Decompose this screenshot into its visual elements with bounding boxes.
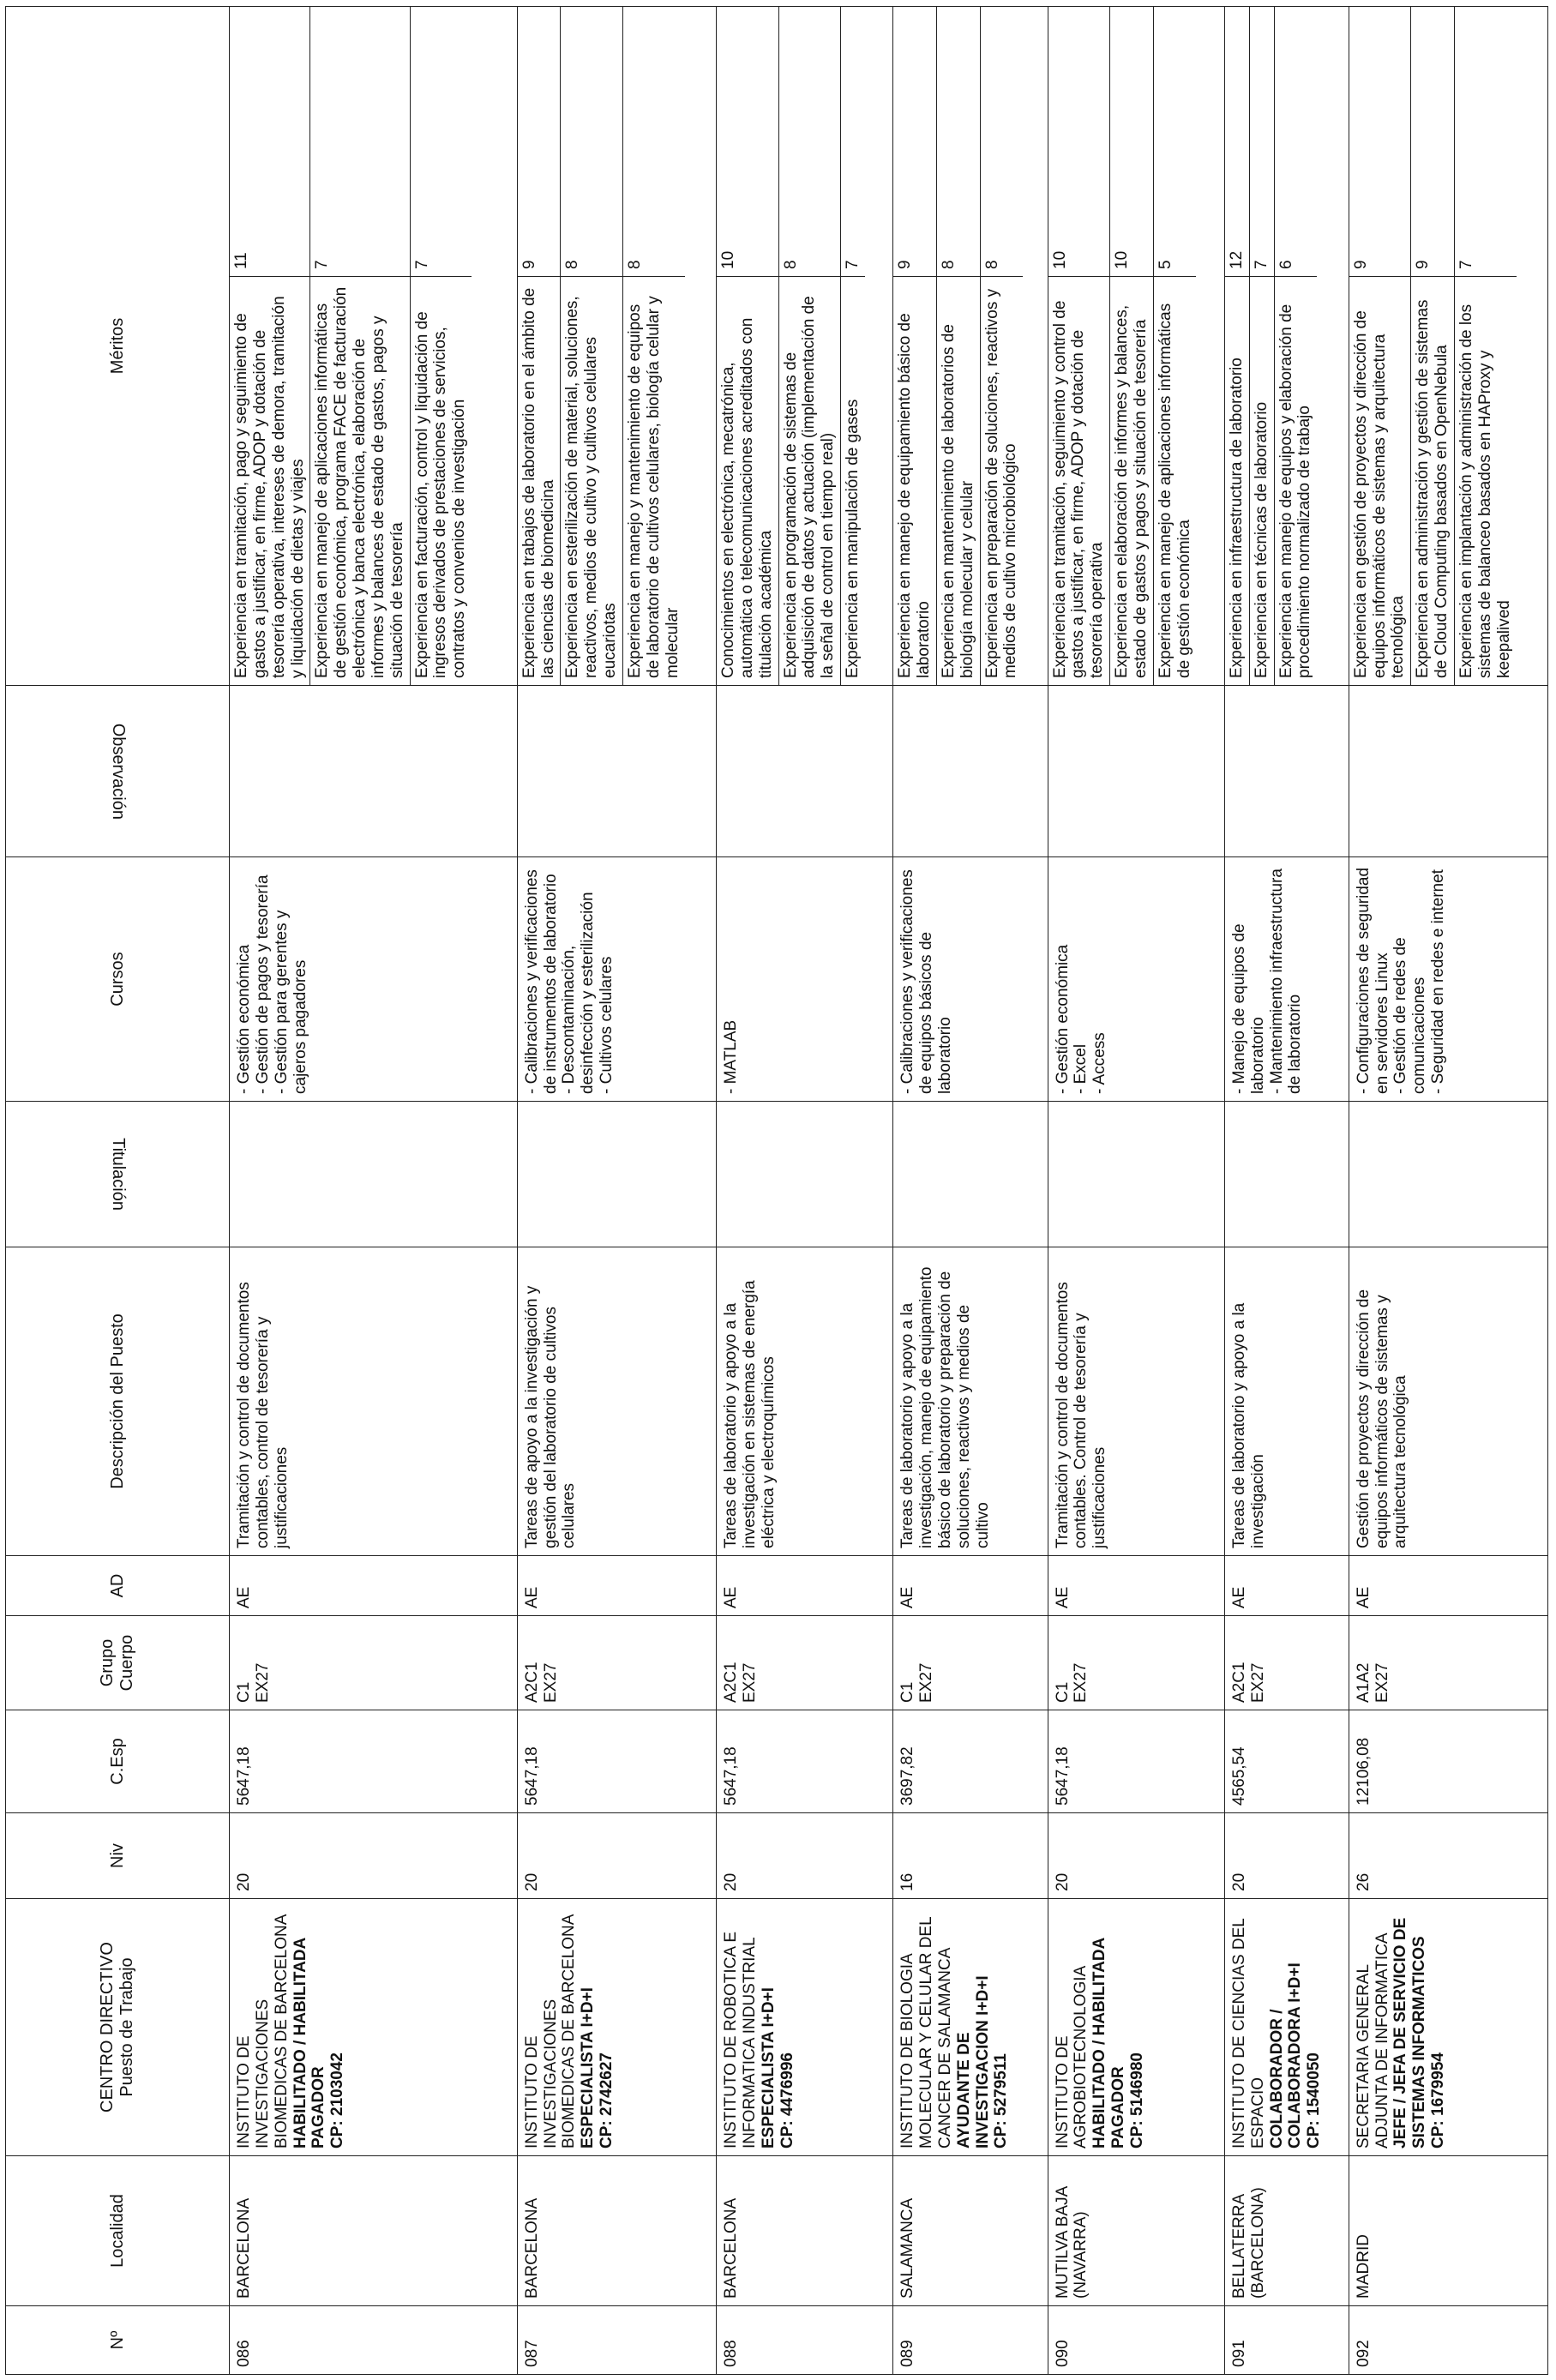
cell-centro: [1349, 1899, 1547, 2156]
header-niv: Niv: [6, 1813, 230, 1899]
grupo-value: A2C1: [1229, 1662, 1248, 1703]
cell-observacion: [1224, 686, 1349, 857]
merito-text: Experiencia en manejo de equipos y elaboración de procedimiento normalizado de trabajo: [1275, 276, 1318, 685]
merito-text: Experiencia en mantenimiento de laboratorios de biología molecular y celular: [937, 276, 980, 685]
localidad-text: BARCELONA: [522, 2197, 541, 2299]
cell-meritos: [1048, 7, 1224, 686]
grupo-value: A1A2: [1354, 1662, 1373, 1703]
cell-num: [716, 2306, 892, 2375]
merito-item: [893, 7, 936, 685]
cell-descripcion: [1224, 1247, 1349, 1556]
curso-item: - Descontaminación, desinfección y esterilización: [560, 892, 598, 1094]
merito-item: [1109, 7, 1153, 685]
header-meritos: Méritos: [6, 7, 230, 686]
cell-meritos: [517, 7, 716, 686]
merito-score: 10: [1050, 250, 1069, 269]
cell-titulacion: [517, 1102, 716, 1247]
header-centro: CENTRO DIRECTIVO Puesto de Trabajo: [6, 1899, 230, 2156]
merito-text: Experiencia en esterilización de material, soluciones, reactivos, medios de cultivo y cultivos celulares eucariotas: [561, 276, 622, 685]
merito-score: 8: [982, 260, 1001, 269]
nivel-value: 20: [721, 1872, 740, 1891]
merito-score: 7: [412, 260, 431, 269]
cell-titulacion: [716, 1102, 892, 1247]
table-row: [517, 7, 716, 2375]
merito-item: [840, 7, 865, 685]
cell-localidad: [517, 2156, 716, 2306]
descripcion-text: Gestión de proyectos y dirección de equipos informáticos de sistemas y arquitectura tecnológica: [1354, 1289, 1410, 1548]
merito-score: 10: [718, 250, 737, 269]
merito-text: Experiencia en manipulación de gases: [841, 276, 865, 685]
row-number: 086: [235, 2340, 253, 2367]
descripcion-text: Tareas de laboratorio y apoyo a la investigación en sistemas de energía eléctrica y electroquímicos: [721, 1280, 778, 1548]
cell-cesp: [1048, 1710, 1224, 1813]
curso-item: - Access: [1090, 1032, 1109, 1094]
cell-grupo: [230, 1616, 518, 1710]
table-row: [230, 7, 518, 2375]
grupo-value: A2C1: [522, 1662, 541, 1703]
cell-localidad: [230, 2156, 518, 2306]
cell-localidad: [893, 2156, 1048, 2306]
merito-score: 8: [781, 260, 800, 269]
cuerpo-value: EX27: [1373, 1662, 1391, 1703]
nivel-value: 20: [235, 1872, 253, 1891]
cell-ad: [893, 1556, 1048, 1616]
cell-ad: [1224, 1556, 1349, 1616]
cell-ad: [1349, 1556, 1547, 1616]
cell-niv: [716, 1813, 892, 1899]
cell-cursos: [1048, 857, 1224, 1102]
cell-descripcion: [893, 1247, 1048, 1556]
cell-observacion: [230, 686, 518, 857]
merito-text: Experiencia en facturación, control y liquidación de ingresos derivados de prestaciones de servicios, contratos y convenios de investigación: [411, 276, 472, 685]
cell-grupo: [716, 1616, 892, 1710]
complemento-value: 5647,18: [721, 1746, 740, 1806]
cell-centro: [716, 1899, 892, 2156]
cell-titulacion: [893, 1102, 1048, 1247]
merito-item: [1225, 7, 1249, 685]
cell-niv: [893, 1813, 1048, 1899]
cell-cesp: [517, 1710, 716, 1813]
cell-num: [230, 2306, 518, 2375]
cuerpo-value: EX27: [253, 1662, 272, 1703]
grupo-value: A2C1: [721, 1662, 740, 1703]
merito-text: Experiencia en infraestructura de laboratorio: [1225, 276, 1249, 685]
row-number: 087: [522, 2340, 541, 2367]
row-number: 092: [1354, 2340, 1373, 2367]
cell-titulacion: [1048, 1102, 1224, 1247]
complemento-value: 5647,18: [522, 1746, 541, 1806]
cell-cesp: [893, 1710, 1048, 1813]
puesto-text: COLABORADOR / COLABORADORA I+D+I: [1267, 1962, 1305, 2149]
merito-item: [1153, 7, 1197, 685]
table-row: [893, 7, 1048, 2375]
header-observacion: Observación: [6, 686, 230, 857]
cell-cursos: [1224, 857, 1349, 1102]
cell-localidad: [1349, 2156, 1547, 2306]
grupo-value: C1: [235, 1681, 253, 1703]
cell-grupo: [1349, 1616, 1547, 1710]
cell-meritos: [1349, 7, 1547, 686]
merito-item: [622, 7, 685, 685]
table-row: [1048, 7, 1224, 2375]
cell-grupo: [1048, 1616, 1224, 1710]
cell-num: [1224, 2306, 1349, 2375]
merito-text: Experiencia en manejo y mantenimiento de equipos de laboratorio de cultivos celulares, biología celular y molecular: [623, 276, 685, 685]
cell-cesp: [1349, 1710, 1547, 1813]
header-cursos: Cursos: [6, 857, 230, 1102]
header-cesp: C.Esp: [6, 1710, 230, 1813]
cuerpo-value: EX27: [1072, 1662, 1090, 1703]
cell-cursos: [716, 857, 892, 1102]
cell-descripcion: [1349, 1247, 1547, 1556]
nivel-value: 20: [1229, 1872, 1248, 1891]
grupo-value: C1: [898, 1681, 917, 1703]
merito-item: [410, 7, 472, 685]
merito-item: [1410, 7, 1454, 685]
merito-score: 7: [313, 260, 332, 269]
merito-text: Experiencia en tramitación, seguimiento y control de gastos a justificar, en firme, ADOP y dotación de tesorería operativa: [1048, 276, 1110, 685]
curso-item: - Seguridad en redes e internet: [1429, 869, 1448, 1094]
cuerpo-value: EX27: [917, 1662, 936, 1703]
centro-directivo-text: INSTITUTO DE INVESTIGACIONES BIOMEDICAS DE BARCELONA: [522, 1914, 579, 2149]
complemento-value: 4565,54: [1229, 1746, 1248, 1806]
merito-score: 8: [563, 260, 582, 269]
cell-localidad: [1224, 2156, 1349, 2306]
merito-text: Experiencia en manejo de aplicaciones informáticas de gestión económica, programa FACE de facturación electrónica y banca electrónica, elaboración de informes y balances de estado de gastos, pagos y situación de tesorería: [310, 276, 409, 685]
header-titulacion: Titulación: [6, 1102, 230, 1247]
header-localidad: Localidad: [6, 2156, 230, 2306]
merito-score: 8: [939, 260, 958, 269]
cell-centro: [517, 1899, 716, 2156]
puesto-text: HABILITADO / HABILITADA PAGADOR: [1090, 1938, 1128, 2149]
header-num: Nº: [6, 2306, 230, 2375]
cp-code: CP: 1679954: [1429, 2052, 1448, 2149]
nivel-value: 16: [898, 1872, 917, 1891]
localidad-text: SALAMANCA: [898, 2197, 917, 2299]
cell-descripcion: [716, 1247, 892, 1556]
cell-niv: [517, 1813, 716, 1899]
ad-value: AE: [898, 1586, 917, 1608]
merito-item: [1454, 7, 1517, 685]
cell-meritos: [893, 7, 1048, 686]
cell-cursos: [230, 857, 518, 1102]
cell-num: [517, 2306, 716, 2375]
ad-value: AE: [1053, 1586, 1072, 1608]
cell-ad: [517, 1556, 716, 1616]
localidad-text: MUTILVA BAJA (NAVARRA): [1053, 2186, 1090, 2299]
nivel-value: 20: [522, 1872, 541, 1891]
cell-centro: [1224, 1899, 1349, 2156]
merito-item: [778, 7, 841, 685]
cell-cesp: [716, 1710, 892, 1813]
merito-item: [518, 7, 561, 685]
ad-value: AE: [522, 1586, 541, 1608]
curso-item: - Cultivos celulares: [598, 956, 616, 1094]
cuerpo-value: EX27: [541, 1662, 560, 1703]
cp-code: CP: 4476996: [778, 2052, 796, 2149]
cell-descripcion: [1048, 1247, 1224, 1556]
merito-text: Experiencia en elaboración de informes y balances, estado de gastos y pagos y situación de tesorería: [1110, 276, 1153, 685]
descripcion-text: Tramitación y control de documentos contables, control de tesorería y justificaciones: [235, 1282, 291, 1548]
header-row: [6, 7, 230, 2375]
puesto-text: HABILITADO / HABILITADA PAGADOR: [291, 1938, 328, 2149]
cell-niv: [230, 1813, 518, 1899]
merito-item: [1249, 7, 1274, 685]
curso-item: - Gestión de redes de comunicaciones: [1391, 937, 1429, 1094]
cell-centro: [1048, 1899, 1224, 2156]
positions-table: [5, 6, 1548, 2375]
localidad-text: BELLATERRA (BARCELONA): [1229, 2187, 1267, 2299]
merito-item: [980, 7, 1024, 685]
curso-item: - Configuraciones de seguridad en servidores Linux: [1354, 867, 1391, 1094]
cp-code: CP: 5279511: [992, 2053, 1011, 2149]
merito-score: 7: [844, 260, 862, 269]
descripcion-text: Tareas de apoyo a la investigación y gestión del laboratorio de cultivos celulares: [522, 1285, 579, 1548]
cell-observacion: [517, 686, 716, 857]
cuerpo-value: EX27: [740, 1662, 759, 1703]
centro-directivo-text: INSTITUTO DE INVESTIGACIONES BIOMEDICAS DE BARCELONA: [235, 1914, 291, 2149]
descripcion-text: Tramitación y control de documentos contables. Control de tesorería y justificaciones: [1053, 1282, 1109, 1548]
merito-score: 9: [1351, 260, 1370, 269]
merito-score: 9: [896, 260, 915, 269]
header-descripcion: Descripción del Puesto: [6, 1247, 230, 1556]
row-number: 089: [898, 2340, 917, 2367]
merito-score: 8: [626, 260, 645, 269]
cell-centro: [230, 1899, 518, 2156]
cell-cursos: [517, 857, 716, 1102]
cell-meritos: [716, 7, 892, 686]
cell-cursos: [1349, 857, 1547, 1102]
merito-text: Experiencia en técnicas de laboratorio: [1250, 276, 1274, 685]
complemento-value: 3697,82: [898, 1746, 917, 1806]
merito-text: Experiencia en trabajos de laboratorio en el ámbito de las ciencias de biomedicina: [518, 276, 561, 685]
complemento-value: 12106,08: [1354, 1737, 1373, 1806]
merito-score: 6: [1277, 260, 1295, 269]
row-number: 088: [721, 2340, 740, 2367]
cell-cesp: [1224, 1710, 1349, 1813]
nivel-value: 20: [1053, 1872, 1072, 1891]
cell-num: [1349, 2306, 1547, 2375]
cell-grupo: [517, 1616, 716, 1710]
cell-observacion: [1349, 686, 1547, 857]
merito-item: [717, 7, 778, 685]
puesto-text: ESPECIALISTA I+D+I: [759, 1987, 778, 2149]
grupo-value: C1: [1053, 1681, 1072, 1703]
table-row: [1349, 7, 1547, 2375]
curso-item: - Gestión económica: [235, 944, 253, 1094]
merito-item: [230, 7, 309, 685]
merito-text: Experiencia en gestión de proyectos y dirección de equipos informáticos de sistemas y arquitectura tecnológica: [1349, 276, 1411, 685]
descripcion-text: Tareas de laboratorio y apoyo a la investigación, manejo de equipamiento básico de laboratorio y preparación de soluciones, reactivos y medios de cultivo: [898, 1266, 992, 1548]
header-grupo: Grupo Cuerpo: [6, 1616, 230, 1710]
cell-cursos: [893, 857, 1048, 1102]
complemento-value: 5647,18: [1053, 1746, 1072, 1806]
centro-directivo-text: INSTITUTO DE CIENCIAS DEL ESPACIO: [1229, 1918, 1267, 2149]
curso-item: - Gestión de pagos y tesorería: [253, 874, 272, 1094]
merito-item: [936, 7, 980, 685]
ad-value: AE: [1229, 1586, 1248, 1608]
puesto-text: JEFE / JEFA DE SERVICIO DE SISTEMAS INFORMATICOS: [1391, 1917, 1429, 2149]
merito-score: 11: [232, 252, 250, 269]
centro-directivo-text: INSTITUTO DE AGROBIOTECNOLOGIA: [1053, 1965, 1090, 2149]
cell-descripcion: [517, 1247, 716, 1556]
cell-titulacion: [230, 1102, 518, 1247]
curso-item: - Mantenimiento infraestructura de laboratorio: [1267, 868, 1305, 1094]
merito-score: 7: [1252, 260, 1271, 269]
centro-directivo-text: INSTITUTO DE BIOLOGIA MOLECULAR Y CELULAR DEL CANCER DE SALAMANCA: [898, 1917, 954, 2149]
cell-num: [893, 2306, 1048, 2375]
curso-item: - Excel: [1072, 1043, 1090, 1094]
cell-observacion: [716, 686, 892, 857]
merito-text: Experiencia en tramitación, pago y seguimiento de gastos a justificar, en firme, ADOP y dotación de tesorería operativa, intereses de demora, tramitación y liquidación de dietas y viajes: [230, 276, 309, 685]
merito-score: 5: [1156, 260, 1175, 269]
nivel-value: 26: [1354, 1872, 1373, 1891]
localidad-text: MADRID: [1354, 2234, 1373, 2299]
cuerpo-value: EX27: [1248, 1662, 1267, 1703]
localidad-text: BARCELONA: [721, 2197, 740, 2299]
localidad-text: BARCELONA: [235, 2197, 253, 2299]
merito-score: 12: [1227, 250, 1246, 269]
curso-item: - Gestión económica: [1053, 944, 1072, 1094]
merito-score: 9: [520, 260, 538, 269]
merito-text: Conocimientos en electrónica, mecatrónica, automática o telecomunicaciones acreditados con titulación académica: [717, 276, 778, 685]
cell-titulacion: [1224, 1102, 1349, 1247]
cell-localidad: [716, 2156, 892, 2306]
cell-ad: [716, 1556, 892, 1616]
merito-text: Experiencia en manejo de aplicaciones informáticas de gestión económica: [1154, 276, 1197, 685]
puesto-text: AYUDANTE DE INVESTIGACION I+D+I: [954, 1975, 992, 2149]
table-row: [716, 7, 892, 2375]
cell-descripcion: [230, 1247, 518, 1556]
merito-score: 10: [1113, 250, 1132, 269]
cell-ad: [1048, 1556, 1224, 1616]
table-row: [1224, 7, 1349, 2375]
merito-text: Experiencia en manejo de equipamiento básico de laboratorio: [893, 276, 936, 685]
ad-value: AE: [721, 1586, 740, 1608]
cell-meritos: [1224, 7, 1349, 686]
row-number: 091: [1229, 2340, 1248, 2367]
merito-item: [1274, 7, 1318, 685]
merito-item: [309, 7, 409, 685]
centro-directivo-text: SECRETARIA GENERAL ADJUNTA DE INFORMATICA: [1354, 1932, 1391, 2149]
ad-value: AE: [235, 1586, 253, 1608]
puesto-text: ESPECIALISTA I+D+I: [579, 1987, 598, 2149]
merito-text: Experiencia en preparación de soluciones, reactivos y medios de cultivo microbiológico: [981, 276, 1024, 685]
complemento-value: 5647,18: [235, 1746, 253, 1806]
merito-item: [1349, 7, 1411, 685]
cell-titulacion: [1349, 1102, 1547, 1247]
cp-code: CP: 2742627: [598, 2052, 616, 2149]
centro-directivo-text: INSTITUTO DE ROBOTICA E INFORMATICA INDUSTRIAL: [721, 1931, 759, 2149]
cell-meritos: [230, 7, 518, 686]
cell-niv: [1224, 1813, 1349, 1899]
header-ad: AD: [6, 1556, 230, 1616]
cell-ad: [230, 1556, 518, 1616]
cell-grupo: [893, 1616, 1048, 1710]
merito-text: Experiencia en implantación y administración de los sistemas de balanceo basados en HAProxy y keepalived: [1455, 276, 1517, 685]
cp-code: CP: 5146980: [1127, 2052, 1146, 2149]
cp-code: CP: 1540050: [1305, 2052, 1324, 2149]
curso-item: - Gestión para gerentes y cajeros pagadores: [272, 910, 309, 1094]
curso-item: - Calibraciones y verificaciones de instrumentos de laboratorio: [522, 869, 560, 1094]
cell-centro: [893, 1899, 1048, 2156]
cell-cesp: [230, 1710, 518, 1813]
merito-text: Experiencia en administración y gestión de sistemas de Cloud Computing basados en OpenNebula: [1411, 276, 1454, 685]
cell-niv: [1048, 1813, 1224, 1899]
curso-item: - Calibraciones y verificaciones de equipos básicos de laboratorio: [898, 869, 954, 1094]
merito-score: 7: [1457, 260, 1475, 269]
cell-observacion: [1048, 686, 1224, 857]
curso-item: - Manejo de equipos de laboratorio: [1229, 923, 1267, 1094]
row-number: 090: [1053, 2340, 1072, 2367]
descripcion-text: Tareas de laboratorio y apoyo a la investigación: [1229, 1302, 1267, 1548]
curso-item: - MATLAB: [721, 1019, 740, 1094]
cell-grupo: [1224, 1616, 1349, 1710]
merito-item: [560, 7, 622, 685]
merito-item: [1048, 7, 1110, 685]
ad-value: AE: [1354, 1586, 1373, 1608]
cell-niv: [1349, 1813, 1547, 1899]
cell-num: [1048, 2306, 1224, 2375]
cell-localidad: [1048, 2156, 1224, 2306]
cp-code: CP: 2103042: [328, 2052, 347, 2149]
merito-score: 9: [1414, 260, 1433, 269]
cell-observacion: [893, 686, 1048, 857]
merito-text: Experiencia en programación de sistemas de adquisición de datos y actuación (implementación de la señal de control en tiempo real): [779, 276, 841, 685]
